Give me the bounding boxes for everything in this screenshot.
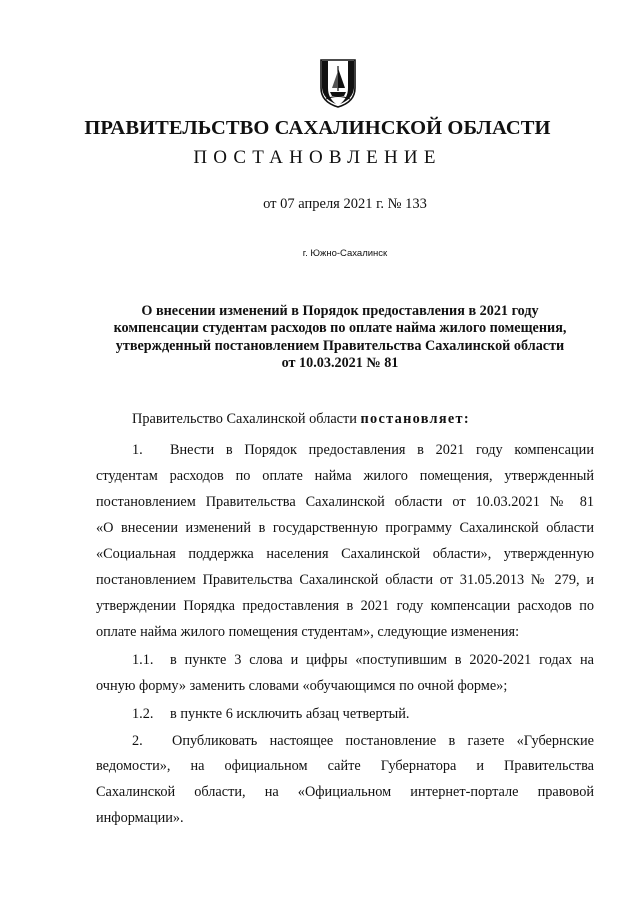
item2-line: информации».	[96, 810, 184, 826]
document-city: г. Южно-Сахалинск	[302, 248, 388, 259]
item-number: 1.1.	[132, 652, 154, 668]
document-date-number: от 07 апреля 2021 г. № 133	[263, 196, 427, 212]
item12-line: в пункте 6 исключить абзац четвертый.	[170, 706, 410, 722]
coat-of-arms-icon	[318, 58, 358, 108]
intro-paragraph	[132, 410, 470, 428]
item1-line: постановлением Правительства Сахалинской области от 10.03.2021 № 81	[96, 494, 594, 510]
item1-line: постановлением Правительства Сахалинской области от 31.05.2013 № 279, и	[96, 572, 594, 588]
item1-line: студентам расходов по оплате найма жилого помещения, утвержденный	[96, 468, 594, 484]
item-number: 1.2.	[132, 706, 154, 722]
item1-line: «О внесении изменений в государственную программу Сахалинской области	[96, 520, 594, 536]
heading-line: компенсации студентам расходов по оплате найма жилого помещения,	[113, 320, 567, 337]
item11-line: очную форму» заменить словами «обучающимся по очной форме»;	[96, 678, 508, 694]
item-number: 2.	[132, 733, 143, 749]
heading-line: от 10.03.2021 № 81	[281, 354, 399, 371]
item2-line: Сахалинской области, на «Официальном интернет-портале правовой	[96, 784, 594, 800]
item1-line: Внести в Порядок предоставления в 2021 году компенсации	[170, 442, 594, 458]
document-heading	[60, 303, 620, 372]
item2-line: ведомости», на официальном сайте Губернатора и Правительства	[96, 758, 594, 774]
item1-line: оплате найма жилого помещения студентам», следующие изменения:	[96, 624, 520, 640]
intro-decree-word: постановляет:	[360, 411, 470, 427]
government-title: ПРАВИТЕЛЬСТВО САХАЛИНСКОЙ ОБЛАСТИ	[84, 117, 551, 139]
intro-text: Правительство Сахалинской области	[132, 411, 361, 427]
item1-line: «Социальная поддержка населения Сахалинской области», утвержденную	[96, 546, 594, 562]
heading-line: утвержденный постановлением Правительства Сахалинской области	[115, 337, 565, 354]
heading-line: О внесении изменений в Порядок предоставления в 2021 году	[141, 303, 539, 319]
document-type: ПОСТАНОВЛЕНИЕ	[193, 147, 442, 168]
item2-line: Опубликовать настоящее постановление в газете «Губернские	[172, 733, 594, 749]
item1-line: утверждении Порядка предоставления в 2021 году компенсации расходов по	[96, 598, 594, 614]
item-number: 1.	[132, 442, 143, 458]
item11-line: в пункте 3 слова и цифры «поступившим в 2020-2021 годах на	[170, 652, 594, 668]
